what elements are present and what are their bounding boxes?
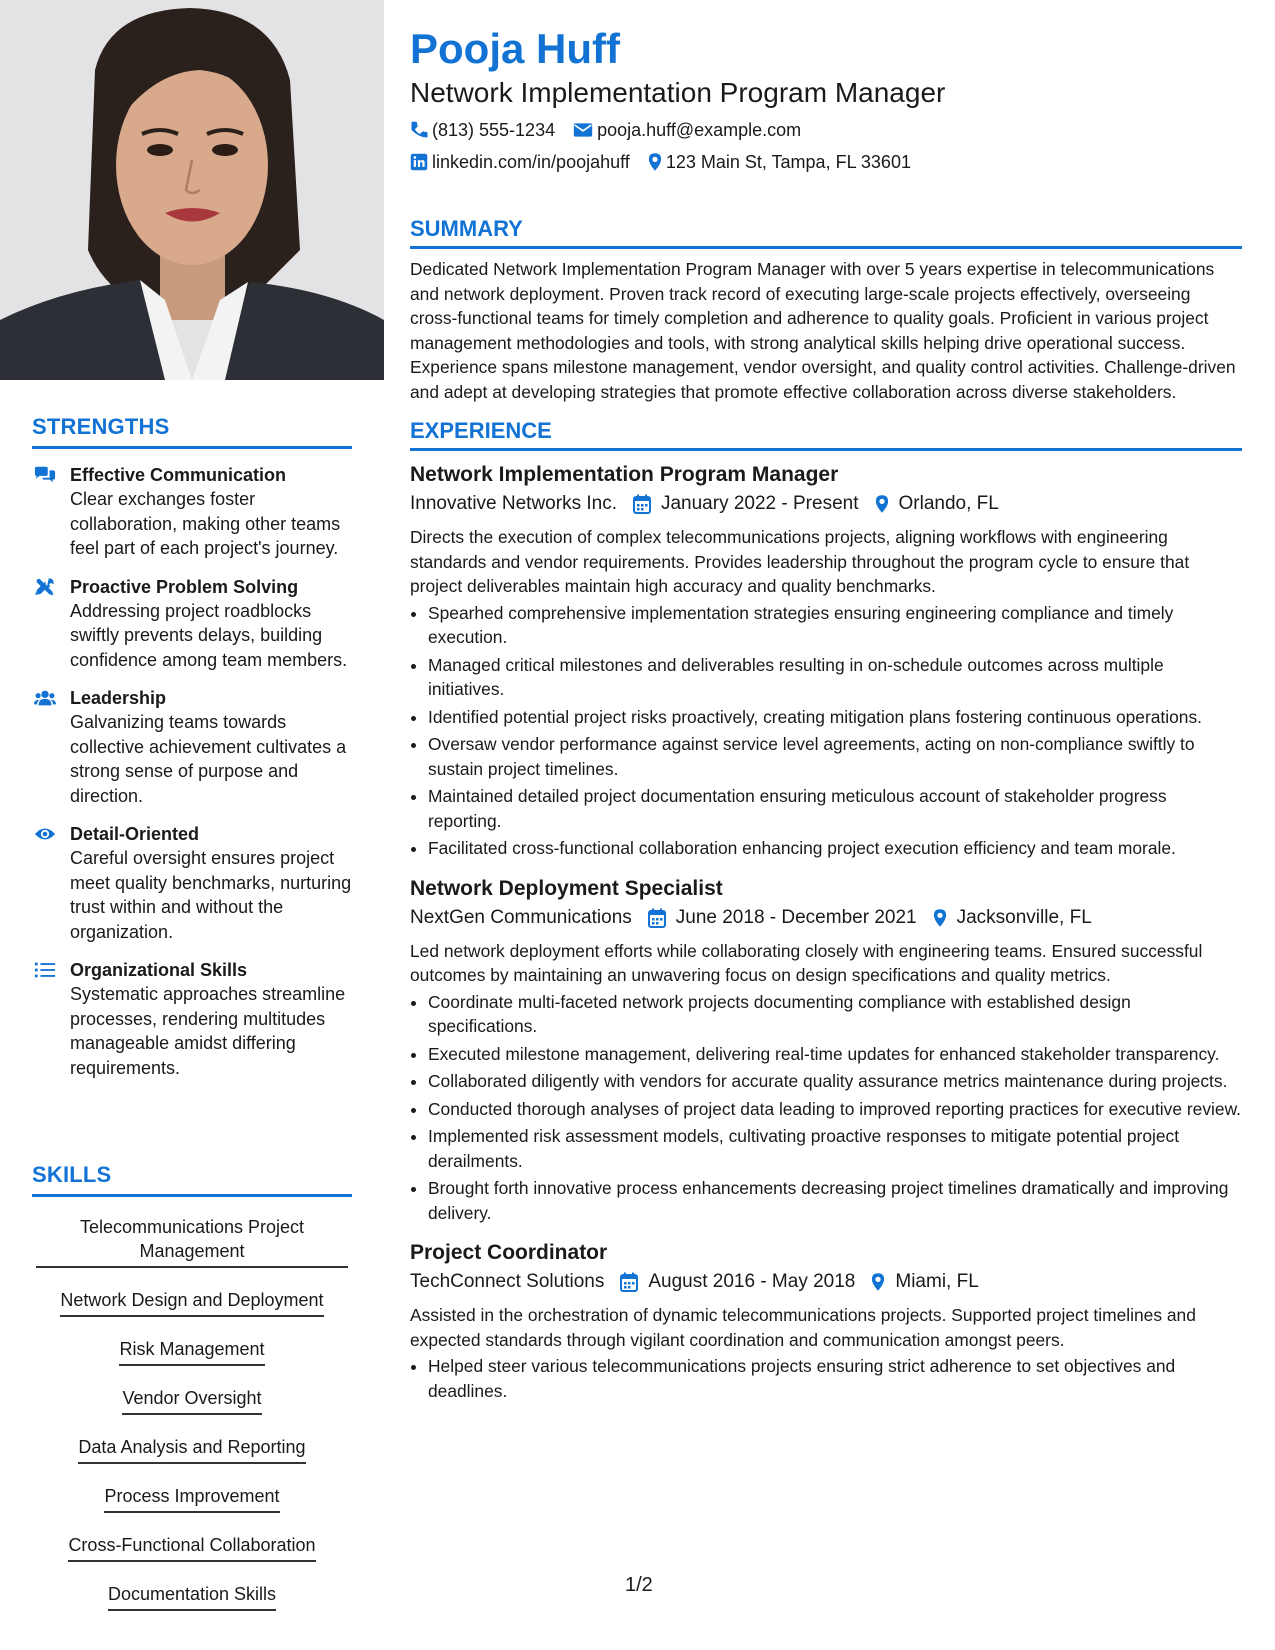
- page-number: 1/2: [625, 1574, 653, 1596]
- experience-section: [410, 418, 1242, 1403]
- profile-photo: [0, 0, 384, 380]
- strength-desc: Addressing project roadblocks swiftly prevents delays, building confidence among team members.: [70, 600, 348, 670]
- strength-item: [32, 463, 352, 561]
- skill-item: Telecommunications Project Management: [36, 1215, 348, 1268]
- job-location: [875, 491, 999, 517]
- phone-icon: [410, 121, 428, 139]
- skills-section: [32, 1162, 352, 1631]
- map-pin-icon: [871, 1272, 885, 1292]
- skill-item: Data Analysis and Reporting: [78, 1435, 305, 1464]
- job-title: Network Implementation Program Manager: [410, 463, 839, 486]
- strength-desc: Systematic approaches streamline processes, rendering multitudes manageable amidst differing requirements.: [70, 984, 346, 1078]
- linkedin-contact[interactable]: [410, 150, 630, 174]
- main-content: [410, 24, 1242, 1406]
- job-title: Project Coordinator: [410, 1241, 608, 1264]
- job-company: NextGen Communications: [410, 906, 632, 928]
- comments-icon: [34, 465, 56, 485]
- strength-item: [32, 822, 352, 944]
- job-location: [871, 1269, 978, 1295]
- candidate-role: Network Implementation Program Manager: [410, 77, 946, 108]
- job-company: TechConnect Solutions: [410, 1271, 605, 1292]
- skills-list: [32, 1215, 352, 1631]
- strengths-section: [32, 414, 352, 1080]
- job-company: Innovative Networks Inc.: [410, 493, 617, 514]
- strength-desc: Careful oversight ensures project meet quality benchmarks, nurturing trust within and without the organization.: [70, 848, 352, 942]
- strength-desc: Galvanizing teams towards collective achievement cultivates a strong sense of purpose and direction.: [70, 712, 347, 806]
- job-meta: [410, 1269, 1242, 1295]
- map-pin-icon: [648, 152, 662, 172]
- job-dates: [633, 491, 859, 517]
- linkedin-text: linkedin.com/in/poojahuff: [432, 152, 630, 172]
- job-entry: [410, 461, 1242, 861]
- sidebar: [0, 0, 384, 1650]
- address-contact: [648, 150, 911, 174]
- strength-title: Leadership: [70, 688, 167, 708]
- job-location-text: Jacksonville, FL: [956, 906, 1092, 928]
- skills-heading: SKILLS: [32, 1162, 352, 1197]
- users-icon: [34, 688, 56, 708]
- job-bullet: • Facilitated cross-functional collaboration enhancing project execution efficiency and team morale.: [428, 836, 1242, 861]
- job-bullet: • Spearhed comprehensive implementation strategies ensuring engineering compliance and timely execution.: [428, 601, 1242, 650]
- eye-icon: [34, 824, 56, 844]
- email-contact[interactable]: [573, 118, 801, 142]
- job-bullet: • Collaborated diligently with vendors for accurate quality assurance metrics maintenance during projects.: [428, 1069, 1242, 1094]
- job-bullet: • Maintained detailed project documentation ensuring meticulous account of stakeholder progress reporting.: [428, 784, 1242, 833]
- job-dates-text: August 2016 - May 2018: [648, 1271, 856, 1292]
- job-dates: [648, 905, 917, 931]
- phone-contact[interactable]: [410, 118, 555, 142]
- strengths-heading: STRENGTHS: [32, 414, 352, 449]
- job-bullet: • Executed milestone management, delivering real-time updates for enhanced stakeholder transparency.: [428, 1042, 1242, 1067]
- map-pin-icon: [875, 494, 889, 514]
- tools-icon: [34, 577, 56, 597]
- job-location-text: Orlando, FL: [898, 493, 999, 514]
- job-location-text: Miami, FL: [895, 1271, 979, 1292]
- strength-item: [32, 575, 352, 673]
- job-bullet: • Coordinate multi-faceted network projects documenting compliance with established design specifications.: [428, 990, 1242, 1039]
- job-bullet: • Identified potential project risks proactively, creating mitigation plans fostering continuous operations.: [428, 705, 1242, 730]
- job-dates: [620, 1269, 855, 1295]
- portrait-illustration: [0, 0, 384, 380]
- skill-item: Cross-Functional Collaboration: [68, 1533, 315, 1562]
- calendar-icon: [633, 494, 651, 514]
- skill-item: Vendor Oversight: [122, 1386, 261, 1415]
- job-bullet: • Implemented risk assessment models, cultivating proactive responses to mitigate potential project derailments.: [428, 1124, 1242, 1173]
- job-bullet: • Helped steer various telecommunications projects ensuring strict adherence to set objectives and deadlines.: [428, 1354, 1242, 1403]
- job-bullets: [410, 601, 1242, 861]
- strength-item: [32, 958, 352, 1080]
- skill-item: Network Design and Deployment: [60, 1288, 323, 1317]
- email-text: pooja.huff@example.com: [597, 120, 802, 140]
- job-bullet: • Oversaw vendor performance against service level agreements, acting on non-compliance swiftly to sustain project timelines.: [428, 732, 1242, 781]
- job-bullets: [410, 1354, 1242, 1403]
- job-meta: [410, 491, 1242, 517]
- job-dates-text: January 2022 - Present: [660, 493, 859, 514]
- calendar-icon: [648, 908, 666, 928]
- job-bullet: • Conducted thorough analyses of project data leading to improved reporting practices for executive review.: [428, 1097, 1242, 1122]
- address-text: 123 Main St, Tampa, FL 33601: [665, 152, 911, 172]
- list-icon: [34, 960, 56, 980]
- strength-title: Proactive Problem Solving: [70, 576, 299, 597]
- candidate-name: Pooja Huff: [410, 25, 620, 72]
- strength-desc: Clear exchanges foster collaboration, making other teams feel part of each project's journey.: [70, 489, 341, 558]
- job-entry: [410, 875, 1242, 1226]
- map-pin-icon: [933, 908, 947, 928]
- skill-item: Process Improvement: [104, 1484, 279, 1513]
- summary-heading: SUMMARY: [410, 216, 1242, 249]
- strength-item: [32, 686, 352, 808]
- phone-text: (813) 555-1234: [432, 120, 556, 140]
- experience-heading: EXPERIENCE: [410, 418, 1242, 451]
- job-title: Network Deployment Specialist: [410, 876, 723, 900]
- job-bullets: [410, 990, 1242, 1226]
- summary-text: Dedicated Network Implementation Program Manager with over 5 years expertise in telecommunications and network deployment. Proven track record of executing large-scale projects effectively, overseeing cross-functional teams for timely completion and adherence to quality goals. Proficient in various project management methodologies and tools, with strong analytical skills helping drive operational success. Experience spans milestone management, vendor oversight, and quality control activities. Challenge-driven and adept at developing strategies that promote effective collaboration across diverse stakeholders.: [410, 259, 1236, 402]
- job-entry: [410, 1239, 1242, 1403]
- summary-section: [410, 216, 1242, 404]
- job-bullet: • Managed critical milestones and deliverables resulting in on-schedule outcomes across multiple initiatives.: [428, 653, 1242, 702]
- strength-title: Effective Communication: [70, 465, 287, 485]
- job-description: Directs the execution of complex telecommunications projects, aligning workflows with engineering standards and vendor requirements. Provides leadership throughout the program cycle to ensure that project deliverables maintain high accuracy and quality benchmarks.: [410, 527, 1190, 596]
- contact-row: [410, 150, 1242, 174]
- job-location: [933, 905, 1092, 931]
- job-dates-text: June 2018 - December 2021: [675, 906, 917, 928]
- strength-title: Organizational Skills: [70, 960, 248, 980]
- skill-item: Risk Management: [119, 1337, 264, 1366]
- job-bullet: • Brought forth innovative process enhancements decreasing project timelines dramatically and improving delivery.: [428, 1176, 1242, 1225]
- strength-title: Detail-Oriented: [70, 824, 200, 844]
- envelope-icon: [573, 122, 593, 138]
- job-meta: [410, 905, 1242, 931]
- skill-item: Documentation Skills: [108, 1582, 276, 1611]
- linkedin-icon: [410, 153, 428, 171]
- job-description: Assisted in the orchestration of dynamic telecommunications projects. Supported project timelines and expected standards through vigilant coordination and communication amongst peers.: [410, 1305, 1196, 1350]
- calendar-icon: [620, 1272, 638, 1292]
- job-description: Led network deployment efforts while collaborating closely with engineering teams. Ensured successful outcomes by maintaining an unwavering focus on design specifications and quality metrics.: [410, 940, 1203, 985]
- contact-row: [410, 118, 1242, 142]
